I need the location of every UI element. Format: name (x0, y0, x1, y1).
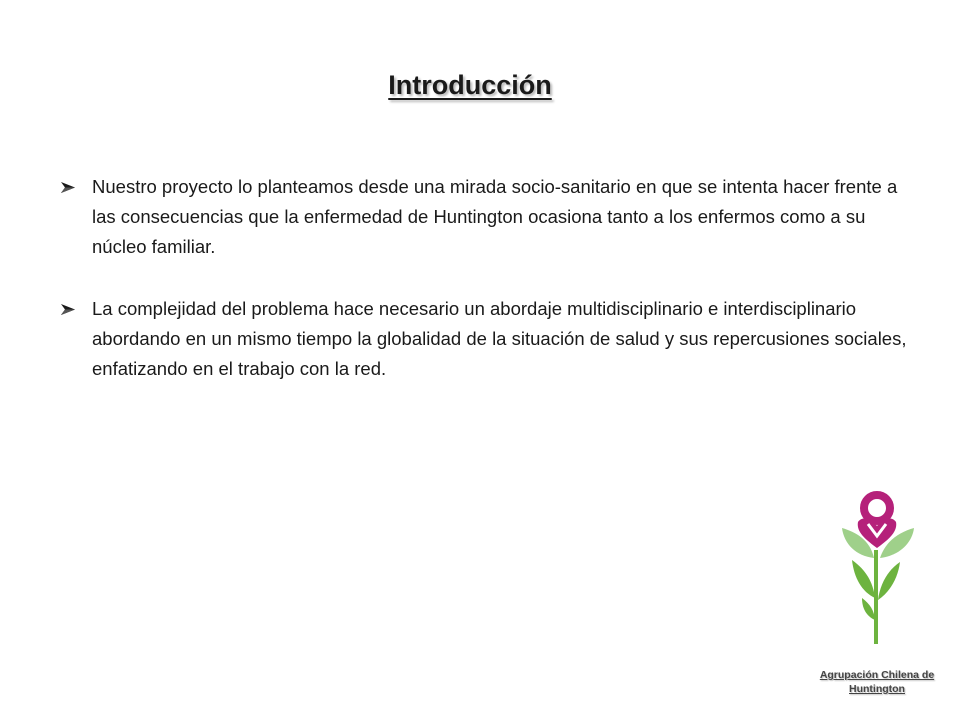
flower-person-logo-icon (838, 488, 920, 648)
arrow-bullet-icon (60, 181, 76, 194)
arrow-bullet-icon (60, 303, 76, 316)
bullet-list (58, 172, 908, 416)
logo-caption: Agrupación Chilena de Huntington (819, 669, 935, 695)
bullet-text: Nuestro proyecto lo planteamos desde una mirada socio-sanitario en que se intenta hacer frente a las consecuencias que la enfermedad de Huntington ocasiona tanto a los enfermos como a su núcleo familiar. (92, 176, 898, 257)
slide-title: Introducción (388, 70, 552, 100)
bullet-item-2 (58, 294, 908, 384)
bullet-text: La complejidad del problema hace necesario un abordaje multidisciplinario e interdisciplinario abordando en un mismo tiempo la globalidad de la situación de salud y sus repercusiones sociales, enfatizando en el trabajo con la red. (92, 298, 907, 379)
bullet-item-1 (58, 172, 908, 262)
